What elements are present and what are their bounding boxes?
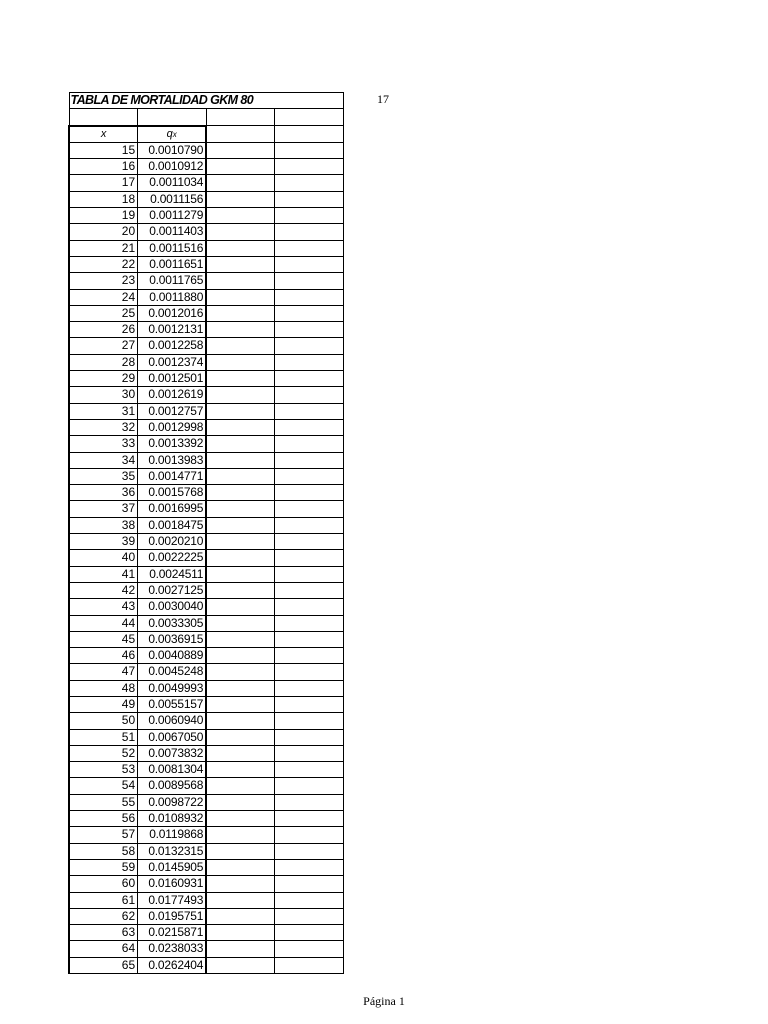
empty-cell: [275, 648, 344, 664]
qx-cell: 0.0011034: [138, 175, 207, 191]
table-row: [69, 501, 344, 517]
empty-cell: [206, 615, 275, 631]
qx-cell: 0.0045248: [138, 664, 207, 680]
table-row: [69, 436, 344, 452]
age-cell: 47: [69, 664, 138, 680]
qx-cell: 0.0145905: [138, 859, 207, 875]
empty-cell: [275, 191, 344, 207]
empty-cell: [275, 208, 344, 224]
empty-cell: [206, 696, 275, 712]
table-row: [69, 680, 344, 696]
qx-cell: 0.0012131: [138, 322, 207, 338]
qx-cell: 0.0013392: [138, 436, 207, 452]
empty-cell: [206, 827, 275, 843]
age-cell: 51: [69, 729, 138, 745]
empty-cell: [206, 713, 275, 729]
age-cell: 49: [69, 696, 138, 712]
age-cell: 23: [69, 273, 138, 289]
empty-cell: [206, 338, 275, 354]
empty-cell: [275, 142, 344, 158]
table-row: [69, 892, 344, 908]
empty-cell: [275, 827, 344, 843]
mortality-table: [68, 92, 344, 974]
empty-cell: [275, 436, 344, 452]
empty-cell: [275, 517, 344, 533]
empty-cell: [206, 517, 275, 533]
empty-cell: [206, 745, 275, 761]
empty-cell: [275, 925, 344, 941]
age-cell: 15: [69, 142, 138, 158]
empty-cell: [206, 599, 275, 615]
table-row: [69, 762, 344, 778]
empty-cell: [275, 843, 344, 859]
qx-cell: 0.0015768: [138, 485, 207, 501]
empty-cell: [206, 957, 275, 973]
age-cell: 61: [69, 892, 138, 908]
empty-cell: [275, 599, 344, 615]
age-cell: 52: [69, 745, 138, 761]
qx-cell: 0.0177493: [138, 892, 207, 908]
age-cell: 54: [69, 778, 138, 794]
age-cell: 60: [69, 876, 138, 892]
empty-cell: [206, 354, 275, 370]
age-cell: 27: [69, 338, 138, 354]
empty-cell: [275, 354, 344, 370]
age-cell: 37: [69, 501, 138, 517]
empty-cell: [206, 550, 275, 566]
empty-cell: [275, 159, 344, 175]
table-row: [69, 517, 344, 533]
empty-cell: [275, 811, 344, 827]
qx-cell: 0.0132315: [138, 843, 207, 859]
table-row: [69, 876, 344, 892]
empty-cell: [206, 664, 275, 680]
qx-cell: 0.0018475: [138, 517, 207, 533]
age-cell: 55: [69, 794, 138, 810]
empty-cell: [206, 648, 275, 664]
age-cell: 29: [69, 371, 138, 387]
qx-cell: 0.0012374: [138, 354, 207, 370]
empty-cell: [275, 680, 344, 696]
age-cell: 58: [69, 843, 138, 859]
table-row: [69, 289, 344, 305]
qx-cell: 0.0027125: [138, 582, 207, 598]
empty-cell: [275, 338, 344, 354]
qx-cell: 0.0067050: [138, 729, 207, 745]
qx-cell: 0.0011516: [138, 240, 207, 256]
empty-cell: [206, 941, 275, 957]
qx-cell: 0.0262404: [138, 957, 207, 973]
header-q-symbol: q: [166, 127, 173, 140]
qx-cell: 0.0195751: [138, 908, 207, 924]
empty-cell: [206, 582, 275, 598]
empty-cell: [275, 485, 344, 501]
age-cell: 65: [69, 957, 138, 973]
qx-cell: 0.0011403: [138, 224, 207, 240]
empty-cell: [275, 615, 344, 631]
table-row: [69, 224, 344, 240]
empty-cell: [206, 631, 275, 647]
table-row: [69, 208, 344, 224]
age-cell: 50: [69, 713, 138, 729]
table-row: [69, 615, 344, 631]
table-row: [69, 566, 344, 582]
age-cell: 46: [69, 648, 138, 664]
empty-cell: [206, 925, 275, 941]
empty-cell: [275, 256, 344, 272]
age-cell: 22: [69, 256, 138, 272]
qx-cell: 0.0011156: [138, 191, 207, 207]
age-cell: 28: [69, 354, 138, 370]
empty-cell: [206, 501, 275, 517]
age-cell: 34: [69, 452, 138, 468]
empty-cell: [206, 403, 275, 419]
age-cell: 62: [69, 908, 138, 924]
age-cell: 43: [69, 599, 138, 615]
age-cell: 57: [69, 827, 138, 843]
empty-cell: [206, 273, 275, 289]
qx-cell: 0.0036915: [138, 631, 207, 647]
empty-cell: [275, 859, 344, 875]
empty-cell: [275, 794, 344, 810]
age-cell: 24: [69, 289, 138, 305]
age-cell: 64: [69, 941, 138, 957]
qx-cell: 0.0033305: [138, 615, 207, 631]
table-row: [69, 550, 344, 566]
mortality-table-sheet: [68, 92, 344, 974]
empty-cell: [206, 892, 275, 908]
qx-cell: 0.0040889: [138, 648, 207, 664]
qx-cell: 0.0215871: [138, 925, 207, 941]
table-row: [69, 713, 344, 729]
qx-cell: 0.0060940: [138, 713, 207, 729]
age-cell: 30: [69, 387, 138, 403]
empty-cell: [275, 729, 344, 745]
empty-cell: [206, 729, 275, 745]
table-row: [69, 843, 344, 859]
empty-cell: [206, 240, 275, 256]
empty-cell: [275, 941, 344, 957]
empty-cell: [206, 159, 275, 175]
qx-cell: 0.0012016: [138, 305, 207, 321]
table-row: [69, 696, 344, 712]
empty-cell: [206, 256, 275, 272]
age-cell: 17: [69, 175, 138, 191]
blank-cell: [206, 109, 275, 126]
age-cell: 21: [69, 240, 138, 256]
table-row: [69, 322, 344, 338]
age-cell: 16: [69, 159, 138, 175]
empty-cell: [275, 289, 344, 305]
title-row: [69, 93, 344, 109]
age-cell: 40: [69, 550, 138, 566]
blank-cell: [138, 109, 207, 126]
empty-cell: [206, 794, 275, 810]
age-cell: 18: [69, 191, 138, 207]
empty-cell: [206, 485, 275, 501]
table-row: [69, 371, 344, 387]
age-cell: 44: [69, 615, 138, 631]
empty-cell: [275, 534, 344, 550]
qx-cell: 0.0081304: [138, 762, 207, 778]
age-cell: 41: [69, 566, 138, 582]
table-row: [69, 599, 344, 615]
column-header-x: x: [69, 126, 138, 143]
table-row: [69, 778, 344, 794]
empty-cell: [275, 501, 344, 517]
empty-cell: [275, 876, 344, 892]
empty-cell: [206, 468, 275, 484]
empty-cell: [206, 436, 275, 452]
qx-cell: 0.0012501: [138, 371, 207, 387]
qx-cell: 0.0012998: [138, 419, 207, 435]
table-row: [69, 452, 344, 468]
empty-cell: [275, 631, 344, 647]
age-cell: 20: [69, 224, 138, 240]
qx-cell: 0.0119868: [138, 827, 207, 843]
empty-cell: [206, 224, 275, 240]
qx-cell: 0.0098722: [138, 794, 207, 810]
table-row: [69, 256, 344, 272]
empty-cell: [206, 680, 275, 696]
qx-cell: 0.0024511: [138, 566, 207, 582]
page-footer: Página 1: [363, 994, 405, 1008]
empty-cell: [206, 908, 275, 924]
age-cell: 45: [69, 631, 138, 647]
header-row: [69, 126, 344, 143]
page-number-top: 17: [377, 92, 389, 106]
empty-cell: [206, 191, 275, 207]
empty-cell: [275, 403, 344, 419]
column-header-qx: [138, 126, 207, 143]
empty-cell: [275, 452, 344, 468]
empty-cell: [275, 696, 344, 712]
empty-cell: [275, 273, 344, 289]
qx-cell: 0.0012619: [138, 387, 207, 403]
qx-cell: 0.0016995: [138, 501, 207, 517]
age-cell: 31: [69, 403, 138, 419]
empty-cell: [206, 876, 275, 892]
empty-cell: [206, 305, 275, 321]
age-cell: 33: [69, 436, 138, 452]
empty-cell: [206, 175, 275, 191]
table-row: [69, 582, 344, 598]
empty-cell: [206, 811, 275, 827]
table-row: [69, 648, 344, 664]
qx-cell: 0.0010912: [138, 159, 207, 175]
qx-cell: 0.0013983: [138, 452, 207, 468]
age-cell: 32: [69, 419, 138, 435]
empty-cell: [206, 534, 275, 550]
empty-cell: [275, 778, 344, 794]
age-cell: 35: [69, 468, 138, 484]
qx-cell: 0.0020210: [138, 534, 207, 550]
empty-cell: [275, 387, 344, 403]
empty-cell: [275, 892, 344, 908]
table-row: [69, 745, 344, 761]
blank-cell: [69, 109, 138, 126]
table-row: [69, 664, 344, 680]
table-row: [69, 142, 344, 158]
qx-cell: 0.0238033: [138, 941, 207, 957]
empty-cell: [206, 859, 275, 875]
empty-cell: [275, 582, 344, 598]
empty-cell: [206, 419, 275, 435]
empty-cell: [206, 778, 275, 794]
empty-cell: [206, 322, 275, 338]
qx-cell: 0.0011651: [138, 256, 207, 272]
table-row: [69, 159, 344, 175]
qx-cell: 0.0022225: [138, 550, 207, 566]
empty-cell: [275, 419, 344, 435]
table-row: [69, 419, 344, 435]
table-row: [69, 175, 344, 191]
empty-cell: [275, 468, 344, 484]
table-row: [69, 859, 344, 875]
empty-cell: [275, 550, 344, 566]
empty-cell: [275, 957, 344, 973]
table-row: [69, 354, 344, 370]
table-row: [69, 387, 344, 403]
qx-cell: 0.0030040: [138, 599, 207, 615]
qx-cell: 0.0055157: [138, 696, 207, 712]
qx-cell: 0.0108932: [138, 811, 207, 827]
table-row: [69, 925, 344, 941]
qx-cell: 0.0011765: [138, 273, 207, 289]
qx-cell: 0.0049993: [138, 680, 207, 696]
qx-cell: 0.0160931: [138, 876, 207, 892]
empty-cell: [206, 762, 275, 778]
empty-cell: [275, 305, 344, 321]
empty-cell: [206, 208, 275, 224]
age-cell: 59: [69, 859, 138, 875]
table-row: [69, 941, 344, 957]
age-cell: 25: [69, 305, 138, 321]
table-row: [69, 485, 344, 501]
empty-cell: [275, 745, 344, 761]
table-row: [69, 729, 344, 745]
age-cell: 42: [69, 582, 138, 598]
empty-cell: [275, 175, 344, 191]
empty-cell: [206, 142, 275, 158]
empty-cell: [206, 566, 275, 582]
table-row: [69, 957, 344, 973]
table-row: [69, 338, 344, 354]
age-cell: 26: [69, 322, 138, 338]
empty-cell: [275, 371, 344, 387]
table-row: [69, 305, 344, 321]
age-cell: 56: [69, 811, 138, 827]
table-row: [69, 191, 344, 207]
table-row: [69, 403, 344, 419]
empty-cell: [206, 843, 275, 859]
empty-cell: [206, 371, 275, 387]
empty-cell: [275, 664, 344, 680]
age-cell: 19: [69, 208, 138, 224]
empty-cell: [275, 713, 344, 729]
blank-cell: [275, 109, 344, 126]
table-title: TABLA DE MORTALIDAD GKM 80: [69, 93, 344, 109]
empty-cell: [275, 908, 344, 924]
table-row: [69, 811, 344, 827]
empty-cell: [275, 322, 344, 338]
qx-cell: 0.0012757: [138, 403, 207, 419]
age-cell: 53: [69, 762, 138, 778]
blank-cell: [206, 126, 275, 143]
age-cell: 48: [69, 680, 138, 696]
table-row: [69, 468, 344, 484]
empty-cell: [275, 240, 344, 256]
age-cell: 39: [69, 534, 138, 550]
qx-cell: 0.0010790: [138, 142, 207, 158]
table-row: [69, 827, 344, 843]
age-cell: 36: [69, 485, 138, 501]
empty-cell: [206, 452, 275, 468]
qx-cell: 0.0012258: [138, 338, 207, 354]
table-row: [69, 273, 344, 289]
table-row: [69, 534, 344, 550]
header-q-subscript: x: [172, 129, 177, 139]
empty-cell: [275, 566, 344, 582]
empty-cell: [206, 289, 275, 305]
qx-cell: 0.0011880: [138, 289, 207, 305]
qx-cell: 0.0073832: [138, 745, 207, 761]
age-cell: 38: [69, 517, 138, 533]
empty-cell: [275, 762, 344, 778]
qx-cell: 0.0011279: [138, 208, 207, 224]
empty-cell: [206, 387, 275, 403]
blank-cell: [275, 126, 344, 143]
table-row: [69, 794, 344, 810]
age-cell: 63: [69, 925, 138, 941]
table-row: [69, 240, 344, 256]
table-row: [69, 908, 344, 924]
table-row: [69, 631, 344, 647]
qx-cell: 0.0089568: [138, 778, 207, 794]
empty-cell: [275, 224, 344, 240]
qx-cell: 0.0014771: [138, 468, 207, 484]
blank-row: [69, 109, 344, 126]
